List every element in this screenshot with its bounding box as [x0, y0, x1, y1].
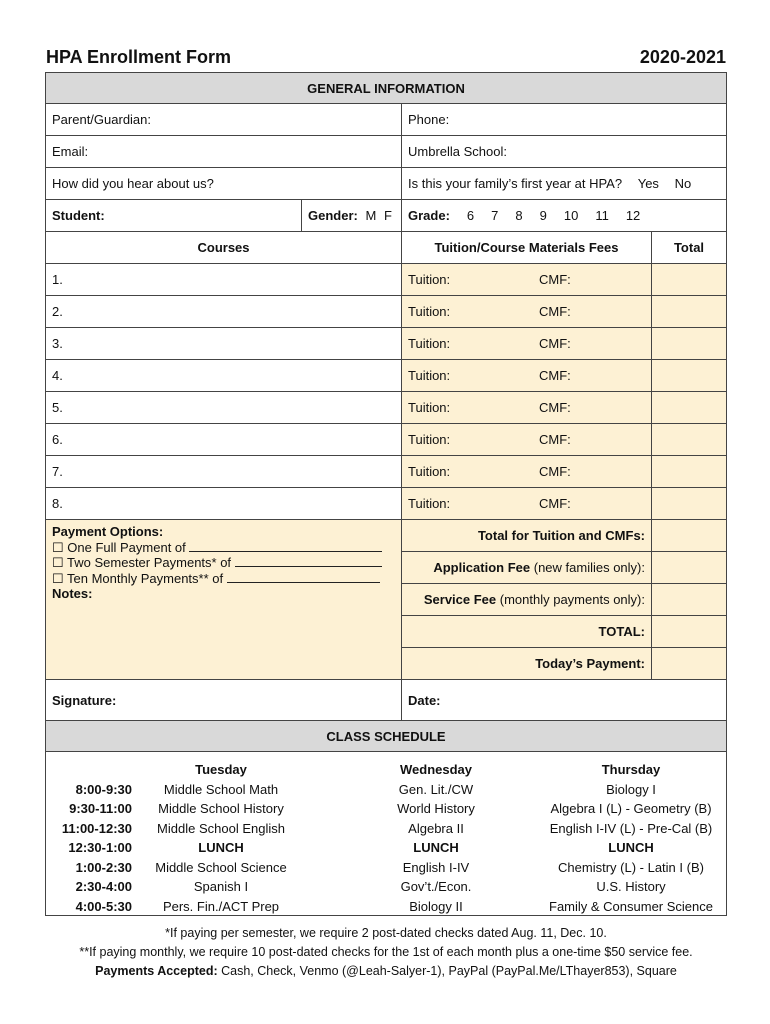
cmf-label: CMF: [539, 368, 571, 383]
course-field[interactable]: 8. [46, 488, 402, 520]
course-field[interactable]: 5. [46, 392, 402, 424]
time-slot: 12:30-1:00 [68, 840, 132, 855]
gender-f-option[interactable]: F [383, 208, 392, 223]
grade-option[interactable]: 7 [491, 208, 499, 223]
class-entry: Algebra II [408, 820, 464, 836]
application-fee-value[interactable] [652, 552, 727, 584]
fee-cell[interactable] [402, 488, 652, 520]
email-field[interactable]: Email: [46, 136, 402, 168]
course-row [46, 360, 727, 392]
fee-cell[interactable] [402, 392, 652, 424]
time-slot: 8:00-9:30 [75, 781, 132, 797]
date-field[interactable]: Date: [402, 680, 727, 721]
time-slot: 1:00-2:30 [75, 859, 132, 875]
grade-option[interactable]: 11 [595, 208, 609, 223]
class-schedule-header: CLASS SCHEDULE [46, 721, 727, 752]
course-field[interactable]: 7. [46, 456, 402, 488]
cmf-label: CMF: [539, 432, 571, 447]
fee-cell[interactable] [402, 296, 652, 328]
course-total-cell[interactable] [652, 392, 727, 424]
course-field[interactable]: 6. [46, 424, 402, 456]
class-entry: Chemistry (L) - Latin I (B) [558, 859, 704, 875]
course-row [46, 456, 727, 488]
lunch-entry: LUNCH [413, 840, 459, 855]
tuition-label: Tuition: [408, 336, 451, 351]
fee-cell[interactable] [402, 360, 652, 392]
course-row [46, 328, 727, 360]
phone-field[interactable]: Phone: [402, 104, 727, 136]
tuition-label: Tuition: [408, 368, 451, 383]
class-entry: World History [397, 801, 475, 816]
tuition-cmf-total-label: Total for Tuition and CMFs: [402, 520, 652, 552]
class-entry: English I-IV (L) - Pre-Cal (B) [549, 820, 713, 836]
tuesday-heading: Tuesday [195, 762, 247, 777]
grade-label: Grade: [408, 208, 450, 223]
form-title: HPA Enrollment Form [46, 47, 232, 67]
wednesday-heading: Wednesday [399, 762, 472, 777]
student-field[interactable]: Student: [46, 200, 302, 232]
course-row [46, 264, 727, 296]
payments-accepted [46, 962, 726, 981]
class-schedule [46, 752, 727, 916]
school-year: 2020-2021 [639, 47, 726, 67]
class-entry: Middle School Science [155, 859, 287, 875]
course-total-cell[interactable] [652, 264, 727, 296]
grade-option[interactable]: 10 [563, 208, 579, 223]
tuition-label: Tuition: [408, 432, 451, 447]
cmf-label: CMF: [539, 304, 571, 319]
semester-payment-option[interactable]: ☐ Two Semester Payments* of [52, 555, 395, 571]
tuesday-column [136, 760, 306, 916]
payments-accepted-methods: Cash, Check, Venmo (@Leah-Salyer-1), PayPal (PayPal.Me/LThayer853), Square [221, 964, 677, 978]
class-entry: Gov’t./Econ. [400, 879, 472, 894]
signature-field[interactable]: Signature: [46, 680, 402, 721]
class-entry: Algebra I (L) - Geometry (B) [550, 801, 712, 816]
gender-field [302, 200, 402, 232]
fee-cell[interactable] [402, 424, 652, 456]
grade-option[interactable]: 9 [539, 208, 547, 223]
course-row [46, 392, 727, 424]
fee-cell[interactable] [402, 456, 652, 488]
gender-label: Gender: [308, 208, 358, 223]
class-entry: Pers. Fin./ACT Prep [162, 898, 280, 914]
class-entry: Biology I [606, 781, 656, 797]
class-entry: Family & Consumer Science [549, 898, 713, 914]
payment-options-cell [46, 520, 402, 680]
class-entry: Middle School English [157, 820, 285, 836]
course-field[interactable]: 2. [46, 296, 402, 328]
tuition-label: Tuition: [408, 464, 451, 479]
courses-header: Courses [46, 232, 402, 264]
class-entry: Spanish I [193, 879, 249, 894]
time-slot: 9:30-11:00 [69, 801, 132, 816]
fee-cell[interactable] [402, 264, 652, 296]
course-total-cell[interactable] [652, 456, 727, 488]
monthly-footnote: **If paying monthly, we require 10 post-dated checks for the 1st of each month plus a one-time $50 service fee. [79, 945, 693, 959]
class-entry: U.S. History [596, 879, 666, 894]
gender-m-option[interactable]: M [365, 208, 377, 223]
enrollment-form-table [45, 72, 727, 916]
tuition-label: Tuition: [408, 496, 451, 511]
cmf-label: CMF: [539, 496, 571, 511]
schedule-times-column [52, 760, 132, 916]
fees-header: Tuition/Course Materials Fees [402, 232, 652, 264]
grade-option[interactable]: 12 [625, 208, 641, 223]
fee-cell[interactable] [402, 328, 652, 360]
course-field[interactable]: 3. [46, 328, 402, 360]
first-year-yes-option[interactable]: Yes [637, 176, 659, 191]
application-fee-label: Application Fee (new families only): [402, 552, 652, 584]
tuition-label: Tuition: [408, 272, 451, 287]
course-field[interactable]: 4. [46, 360, 402, 392]
general-information-header: GENERAL INFORMATION [46, 73, 727, 104]
course-total-cell[interactable] [652, 296, 727, 328]
cmf-label: CMF: [539, 272, 571, 287]
total-header: Total [652, 232, 727, 264]
grand-total-label: TOTAL: [402, 616, 652, 648]
grade-option[interactable]: 6 [466, 208, 475, 223]
class-entry: English I-IV [402, 859, 470, 875]
lunch-entry: LUNCH [198, 840, 244, 855]
grand-total-value[interactable] [652, 616, 727, 648]
payments-accepted-label: Payments Accepted: [95, 964, 218, 978]
cmf-label: CMF: [539, 336, 571, 351]
thursday-heading: Thursday [601, 762, 661, 777]
footnotes [46, 924, 726, 981]
referral-source-field[interactable]: How did you hear about us? [46, 168, 402, 200]
service-fee-value[interactable] [652, 584, 727, 616]
course-total-cell[interactable] [652, 328, 727, 360]
first-year-question [402, 168, 727, 200]
course-total-cell[interactable] [652, 488, 727, 520]
cmf-label: CMF: [539, 464, 571, 479]
wednesday-column [366, 760, 506, 916]
class-entry: Biology II [409, 898, 463, 914]
time-slot: 4:00-5:30 [75, 898, 132, 914]
title-row [46, 47, 726, 71]
thursday-column [536, 760, 726, 916]
parent-guardian-field[interactable]: Parent/Guardian: [46, 104, 402, 136]
class-entry: Middle School Math [163, 781, 279, 797]
lunch-entry: LUNCH [608, 840, 654, 855]
time-slot: 2:30-4:00 [75, 879, 132, 894]
class-entry: Middle School History [158, 801, 284, 816]
course-row [46, 488, 727, 520]
monthly-payment-option[interactable]: ☐ Ten Monthly Payments** of [52, 571, 395, 587]
umbrella-school-field[interactable]: Umbrella School: [402, 136, 727, 168]
service-fee-label: Service Fee (monthly payments only): [402, 584, 652, 616]
tuition-label: Tuition: [408, 400, 451, 415]
cmf-label: CMF: [539, 400, 571, 415]
notes-label: Notes: [52, 586, 93, 601]
time-slot: 11:00-12:30 [61, 820, 132, 836]
grade-option[interactable]: 8 [515, 208, 523, 223]
course-row [46, 424, 727, 456]
first-year-label: Is this your family’s first year at HPA? [408, 176, 623, 191]
class-entry: Gen. Lit./CW [398, 781, 474, 797]
course-row [46, 296, 727, 328]
course-total-cell[interactable] [652, 360, 727, 392]
tuition-label: Tuition: [408, 304, 451, 319]
full-payment-option[interactable]: ☐ One Full Payment of [52, 540, 395, 556]
semester-footnote: *If paying per semester, we require 2 post-dated checks dated Aug. 11, Dec. 10. [165, 926, 607, 940]
payment-options-title: Payment Options: [52, 524, 164, 539]
course-field[interactable]: 1. [46, 264, 402, 296]
todays-payment-value[interactable] [652, 648, 727, 680]
grade-field [402, 200, 727, 232]
tuition-cmf-total-value[interactable] [652, 520, 727, 552]
first-year-no-option[interactable]: No [674, 176, 692, 191]
course-total-cell[interactable] [652, 424, 727, 456]
todays-payment-label: Today’s Payment: [402, 648, 652, 680]
